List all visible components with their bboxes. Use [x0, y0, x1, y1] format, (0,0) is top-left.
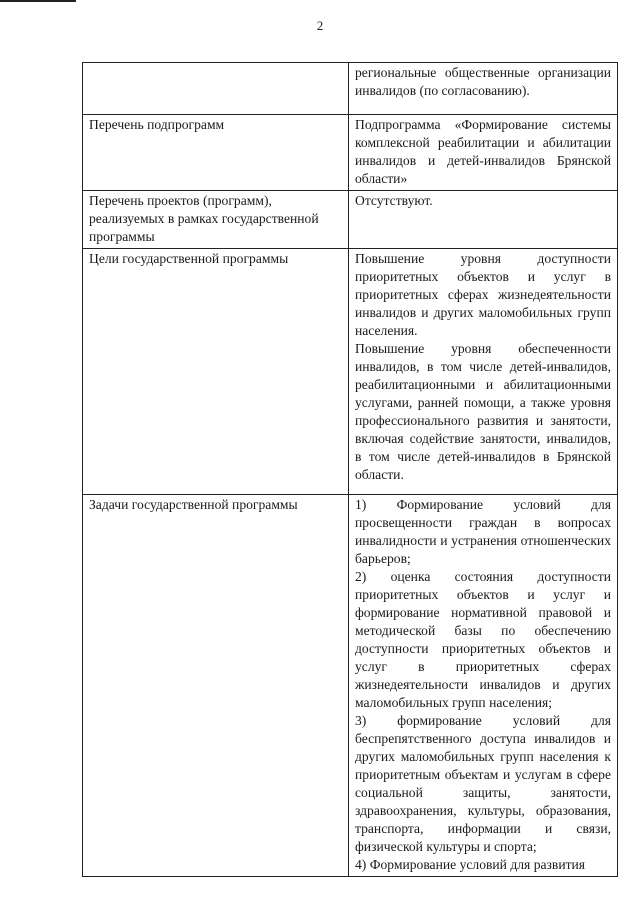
row-value: [349, 63, 618, 115]
row-value: [349, 495, 618, 877]
header-rule: [0, 0, 76, 2]
value-paragraph: 4) Формирование условий для развития: [355, 857, 586, 872]
value-paragraph: Отсутствуют.: [355, 193, 433, 208]
row-label: Перечень проектов (программ), реализуемых в рамках государственной программы: [83, 191, 349, 249]
value-paragraph: региональные общественные организации инвалидов (по согласованию).: [355, 65, 611, 98]
table-row: [83, 249, 618, 495]
table-row: [83, 63, 618, 115]
value-paragraph: Повышение уровня обеспеченности инвалидов, в том числе детей-инвалидов, реабилитационными и абилитационными услугами, ранней помощи, а также уровня профессионального развития и занятости, включая содействие занятости, инвалидов, в том числе детей-инвалидов в Брянской области.: [355, 341, 611, 482]
row-label: Перечень подпрограмм: [83, 115, 349, 191]
row-label: Цели государственной программы: [83, 249, 349, 495]
row-value: [349, 191, 618, 249]
table-row: [83, 495, 618, 877]
row-label: Задачи государственной программы: [83, 495, 349, 877]
page-number: 2: [316, 18, 324, 33]
value-paragraph: Повышение уровня доступности приоритетных объектов и услуг в приоритетных сферах жизнедеятельности инвалидов и других маломобильных групп населения.: [355, 251, 611, 338]
value-paragraph: 1) Формирование условий для просвещенности граждан в вопросах инвалидности и устранения отношенческих барьеров;: [355, 497, 611, 566]
table-row: [83, 115, 618, 191]
row-label: [83, 63, 349, 115]
value-paragraph: Подпрограмма «Формирование системы комплексной реабилитации и абилитации инвалидов и детей-инвалидов Брянской области»: [355, 117, 611, 186]
table-row: [83, 191, 618, 249]
value-paragraph: 2) оценка состояния доступности приоритетных объектов и услуг и формирование нормативной правовой и методической базы по обеспечению доступности приоритетных объектов и услуг в приоритетных сферах жизнедеятельности инвалидов и других маломобильных групп населения;: [355, 569, 611, 710]
row-value: [349, 249, 618, 495]
value-paragraph: 3) формирование условий для беспрепятственного доступа инвалидов и других маломобильных групп населения к приоритетным объектам и услугам в сфере социальной защиты, занятости, здравоохранения, культуры, образования, транспорта, информации и связи, физической культуры и спорта;: [355, 713, 611, 854]
row-value: [349, 115, 618, 191]
program-passport-table: [82, 62, 618, 877]
